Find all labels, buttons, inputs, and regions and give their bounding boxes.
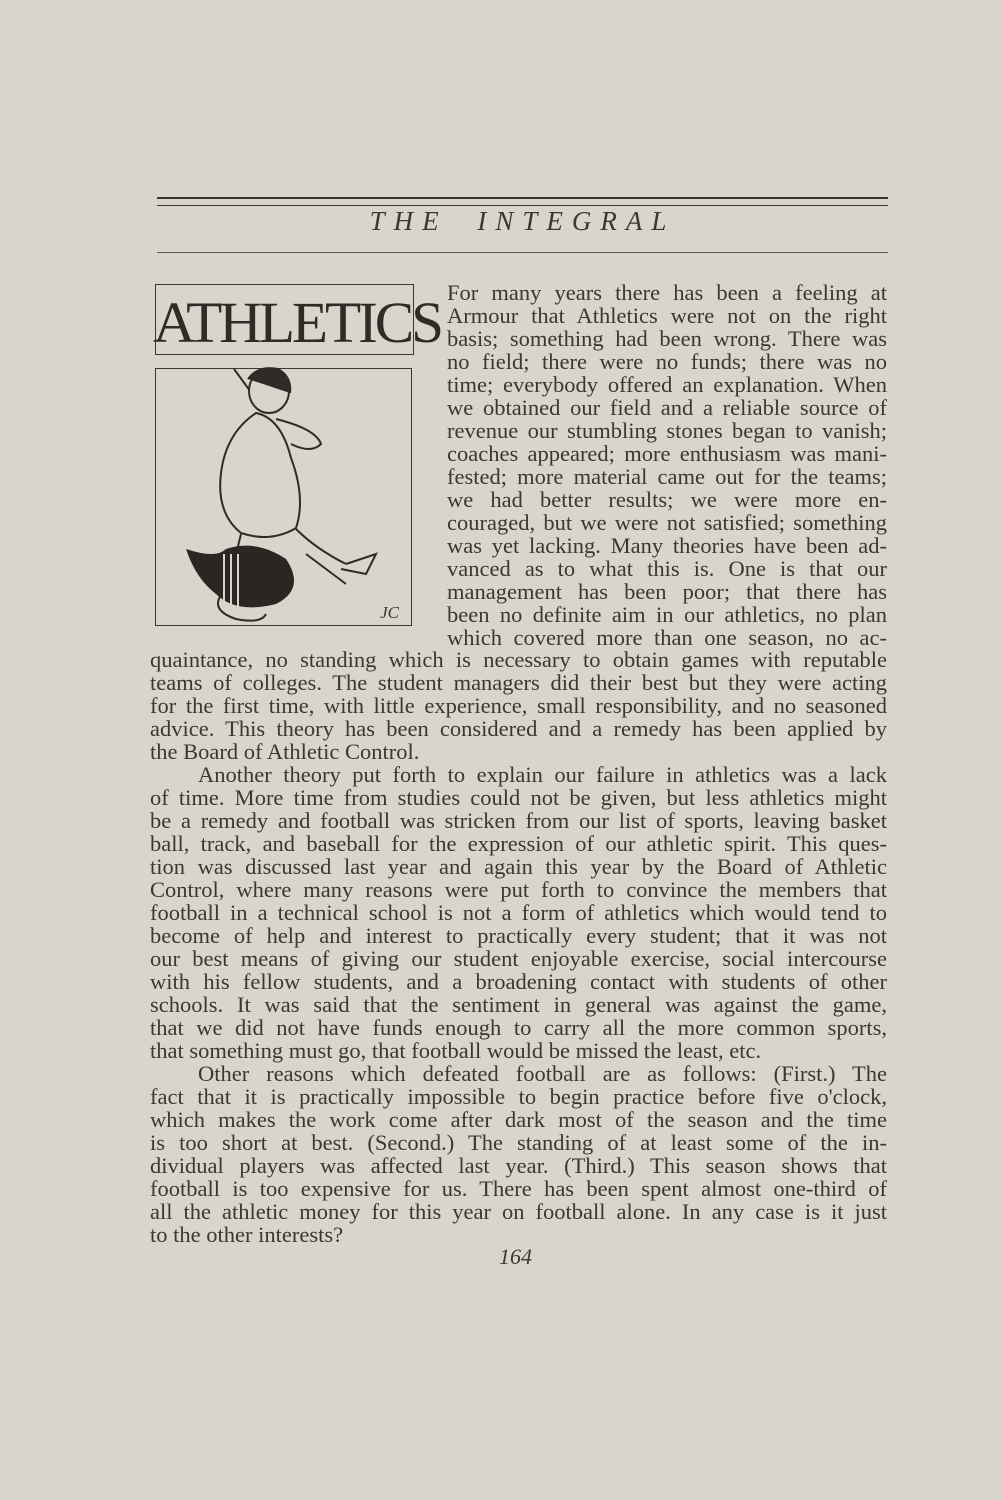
text-line: to the other interests?: [150, 1222, 344, 1247]
page-number: 164: [499, 1244, 532, 1269]
athletics-heading-box: [153, 284, 441, 355]
text-line: that something must go, that football would be missed the least, etc.: [150, 1038, 762, 1063]
text-line: teams of colleges. The student managers did their best but they were acting: [150, 670, 887, 695]
text-line: quaintance, no standing which is necessary to obtain games with reputable: [150, 647, 887, 672]
text-line: for the first time, with little experience, small responsibility, and no seasoned: [150, 693, 887, 718]
text-line: the Board of Athletic Control.: [150, 739, 420, 764]
text-line: football is too expensive for us. There has been spent almost one-third of: [150, 1176, 887, 1201]
text-line: that we did not have funds enough to carry all the more common sports,: [150, 1015, 887, 1040]
text-line: revenue our stumbling stones began to vanish;: [447, 418, 887, 443]
text-line: coaches appeared; more enthusiasm was mani-: [447, 441, 887, 466]
text-line: we had better results; we were more en-: [447, 487, 887, 512]
text-line: been no definite aim in our athletics, no plan: [447, 602, 887, 627]
text-line: our best means of giving our student enjoyable exercise, social intercourse: [150, 946, 887, 971]
text-line: Control, where many reasons were put forth to convince the members that: [150, 877, 887, 902]
text-line: ball, track, and baseball for the expression of our athletic spirit. This ques-: [150, 831, 887, 856]
text-line: For many years there has been a feeling at: [447, 280, 887, 305]
text-line: football in a technical school is not a form of athletics which would tend to: [150, 900, 887, 925]
text-line: we obtained our field and a reliable source of: [447, 395, 887, 420]
text-line: management has been poor; that there has: [447, 579, 887, 604]
text-line: Other reasons which defeated football are as follows: (First.) The: [198, 1061, 887, 1086]
football-player-drawing: [156, 369, 411, 625]
athletics-heading: ATHLETICS: [153, 290, 441, 355]
text-line: be a remedy and football was stricken from our list of sports, leaving basket: [150, 808, 887, 833]
text-line: become of help and interest to practically every student; that it was not: [150, 923, 887, 948]
text-line: basis; something had been wrong. There was: [447, 326, 887, 351]
text-line: of time. More time from studies could not be given, but less athletics might: [150, 785, 887, 810]
text-line: advice. This theory has been considered and a remedy has been applied by: [150, 716, 887, 741]
football-player-illustration: [155, 368, 412, 626]
text-line: time; everybody offered an explanation. When: [447, 372, 887, 397]
text-line: couraged, but we were not satisfied; something: [447, 510, 887, 535]
text-line: which covered more than one season, no ac-: [447, 625, 887, 650]
text-line: tion was discussed last year and again this year by the Board of Athletic: [150, 854, 887, 879]
text-line: with his fellow students, and a broadening contact with students of other: [150, 969, 887, 994]
text-line: no field; there were no funds; there was no: [447, 349, 887, 374]
text-line: dividual players was affected last year. (Third.) This season shows that: [150, 1153, 887, 1178]
text-line: all the athletic money for this year on football alone. In any case is it just: [150, 1199, 887, 1224]
header-rule-top: [157, 197, 888, 199]
text-line: Another theory put forth to explain our failure in athletics was a lack: [198, 762, 887, 787]
article-text-right-column: [447, 281, 887, 649]
text-line: Armour that Athletics were not on the right: [447, 303, 887, 328]
text-line: schools. It was said that the sentiment in general was against the game,: [150, 992, 887, 1017]
text-line: fested; more material came out for the teams;: [447, 464, 887, 489]
text-line: is too short at best. (Second.) The standing of at least some of the in-: [150, 1130, 887, 1155]
text-line: fact that it is practically impossible to begin practice before five o'clock,: [150, 1084, 887, 1109]
artist-monogram: JC: [380, 603, 399, 622]
article-text-full-width: [150, 648, 887, 1246]
text-line: which makes the work come after dark most of the season and the time: [150, 1107, 887, 1132]
running-header-title: THE INTEGRAL: [369, 206, 676, 236]
text-line: was yet lacking. Many theories have been ad-: [447, 533, 887, 558]
text-line: vanced as to what this is. One is that our: [447, 556, 887, 581]
header-rule-bottom: [157, 252, 888, 253]
